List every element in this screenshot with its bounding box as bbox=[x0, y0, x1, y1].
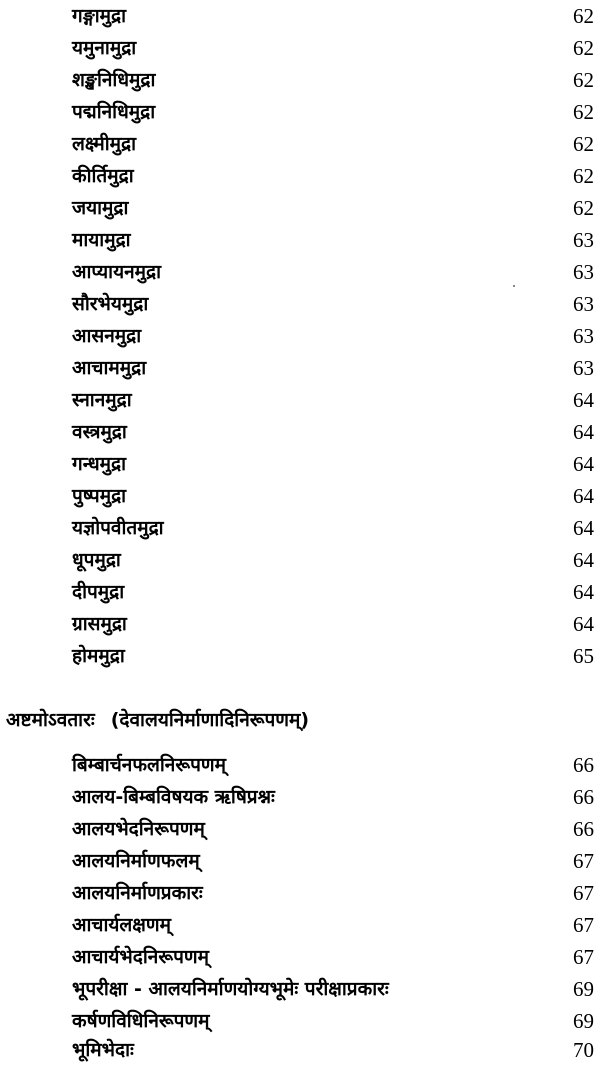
toc-row bbox=[0, 224, 600, 256]
toc-row bbox=[0, 448, 600, 480]
toc-entry-page: 64 bbox=[573, 420, 594, 444]
toc-entry-page: 65 bbox=[573, 644, 594, 668]
toc-row bbox=[0, 909, 600, 941]
toc-entry-title: कर्षणविधिनिरूपणम् bbox=[72, 1010, 210, 1032]
toc-row bbox=[0, 512, 600, 544]
toc-row bbox=[0, 96, 600, 128]
toc-row bbox=[0, 416, 600, 448]
toc-entry-title: आचार्यभेदनिरूपणम् bbox=[72, 946, 209, 968]
toc-entry-page: 63 bbox=[573, 292, 594, 316]
toc-entry-page: 62 bbox=[573, 36, 594, 60]
toc-entry-title: धूपमुद्रा bbox=[72, 549, 121, 571]
toc-row bbox=[0, 192, 600, 224]
toc-entry-title: होममुद्रा bbox=[72, 645, 125, 667]
toc-entry-title: आचार्यलक्षणम् bbox=[72, 914, 172, 936]
toc-entry-title: ग्रासमुद्रा bbox=[72, 613, 127, 635]
toc-entry-title: दीपमुद्रा bbox=[72, 581, 125, 603]
toc-row bbox=[0, 256, 600, 288]
toc-entry-title: आलयभेदनिरूपणम् bbox=[72, 818, 205, 840]
toc-row bbox=[0, 352, 600, 384]
toc-row bbox=[0, 1005, 600, 1037]
toc-row bbox=[0, 877, 600, 909]
toc-entry-title: वस्त्रमुद्रा bbox=[72, 421, 127, 443]
toc-entry-page: 63 bbox=[573, 356, 594, 380]
toc-entry-page: 62 bbox=[573, 196, 594, 220]
toc-entry-page: 67 bbox=[573, 913, 594, 937]
toc-row bbox=[0, 480, 600, 512]
toc-entry-title: भूपरीक्षा - आलयनिर्माणयोग्यभूमेः परीक्षाप्रकारः bbox=[72, 978, 389, 1000]
toc-entry-page: 63 bbox=[573, 228, 594, 252]
toc-row bbox=[0, 160, 600, 192]
chapter-heading bbox=[6, 703, 309, 737]
toc-entry-page: 62 bbox=[573, 132, 594, 156]
toc-entry-title: सौरभेयमुद्रा bbox=[72, 293, 149, 315]
toc-entry-title: आसनमुद्रा bbox=[72, 325, 142, 347]
toc-row bbox=[0, 320, 600, 352]
toc-entry-title: आलय-बिम्बविषयक ऋषिप्रश्नः bbox=[72, 786, 275, 808]
toc-entry-title: गङ्गामुद्रा bbox=[72, 5, 127, 27]
toc-entry-title: आप्यायनमुद्रा bbox=[72, 261, 162, 283]
toc-entry-page: 62 bbox=[573, 4, 594, 28]
toc-row bbox=[0, 749, 600, 781]
toc-row bbox=[0, 544, 600, 576]
toc-entry-page: 69 bbox=[573, 1009, 594, 1033]
toc-entry-page: 64 bbox=[573, 612, 594, 636]
toc-entry-page: 64 bbox=[573, 388, 594, 412]
toc-entry-title: पद्मनिधिमुद्रा bbox=[72, 101, 156, 123]
toc-row bbox=[0, 576, 600, 608]
toc-entry-title: यमुनामुद्रा bbox=[72, 37, 137, 59]
toc-entry-title: शङ्खनिधिमुद्रा bbox=[72, 69, 156, 91]
toc-entry-page: 64 bbox=[573, 516, 594, 540]
toc-entry-page: 63 bbox=[573, 324, 594, 348]
toc-entry-page: 63 bbox=[573, 260, 594, 284]
toc-row bbox=[0, 813, 600, 845]
toc-row bbox=[0, 288, 600, 320]
toc-row bbox=[0, 128, 600, 160]
toc-entry-page: 64 bbox=[573, 548, 594, 572]
toc-row bbox=[0, 640, 600, 672]
toc-entry-title: कीर्तिमुद्रा bbox=[72, 165, 134, 187]
toc-row bbox=[0, 608, 600, 640]
toc-entry-page: 69 bbox=[573, 977, 594, 1001]
toc-entry-title: गन्धमुद्रा bbox=[72, 453, 127, 475]
toc-entry-page: 70 bbox=[573, 1038, 594, 1062]
toc-entry-page: 62 bbox=[573, 100, 594, 124]
toc-entry-page: 64 bbox=[573, 452, 594, 476]
toc-entry-title: आलयनिर्माणप्रकारः bbox=[72, 882, 203, 904]
toc-entry-title: स्नानमुद्रा bbox=[72, 389, 132, 411]
toc-row bbox=[0, 973, 600, 1005]
scan-speck bbox=[513, 285, 515, 287]
chapter-title: अष्टमोऽवतारः bbox=[6, 709, 95, 731]
toc-row bbox=[0, 781, 600, 813]
toc-row bbox=[0, 845, 600, 877]
toc-entry-page: 66 bbox=[573, 817, 594, 841]
toc-entry-page: 66 bbox=[573, 785, 594, 809]
toc-entry-title: बिम्बार्चनफलनिरूपणम् bbox=[72, 754, 226, 776]
toc-row bbox=[0, 384, 600, 416]
toc-entry-title: पुष्पमुद्रा bbox=[72, 485, 127, 507]
toc-entry-page: 64 bbox=[573, 484, 594, 508]
toc-row bbox=[0, 32, 600, 64]
toc-entry-title: आलयनिर्माणफलम् bbox=[72, 850, 200, 872]
toc-row bbox=[0, 941, 600, 973]
toc-entry-page: 67 bbox=[573, 945, 594, 969]
toc-entry-title: लक्ष्मीमुद्रा bbox=[72, 133, 136, 155]
toc-entry-title: आचाममुद्रा bbox=[72, 357, 147, 379]
toc-entry-page: 62 bbox=[573, 164, 594, 188]
toc-entry-page: 66 bbox=[573, 753, 594, 777]
toc-entry-page: 64 bbox=[573, 580, 594, 604]
toc-entry-title: मायामुद्रा bbox=[72, 229, 131, 251]
toc-entry-title: भूमिभेदाः bbox=[72, 1039, 134, 1061]
toc-row bbox=[0, 0, 600, 32]
chapter-subtitle: (देवालयनिर्माणादिनिरूपणम्) bbox=[110, 709, 310, 731]
toc-entry-page: 67 bbox=[573, 881, 594, 905]
toc-row bbox=[0, 64, 600, 96]
toc-entry-page: 67 bbox=[573, 849, 594, 873]
toc-entry-title: जयामुद्रा bbox=[72, 197, 129, 219]
toc-entry-title: यज्ञोपवीतमुद्रा bbox=[72, 517, 164, 539]
toc-row bbox=[0, 1034, 600, 1066]
toc-entry-page: 62 bbox=[573, 68, 594, 92]
